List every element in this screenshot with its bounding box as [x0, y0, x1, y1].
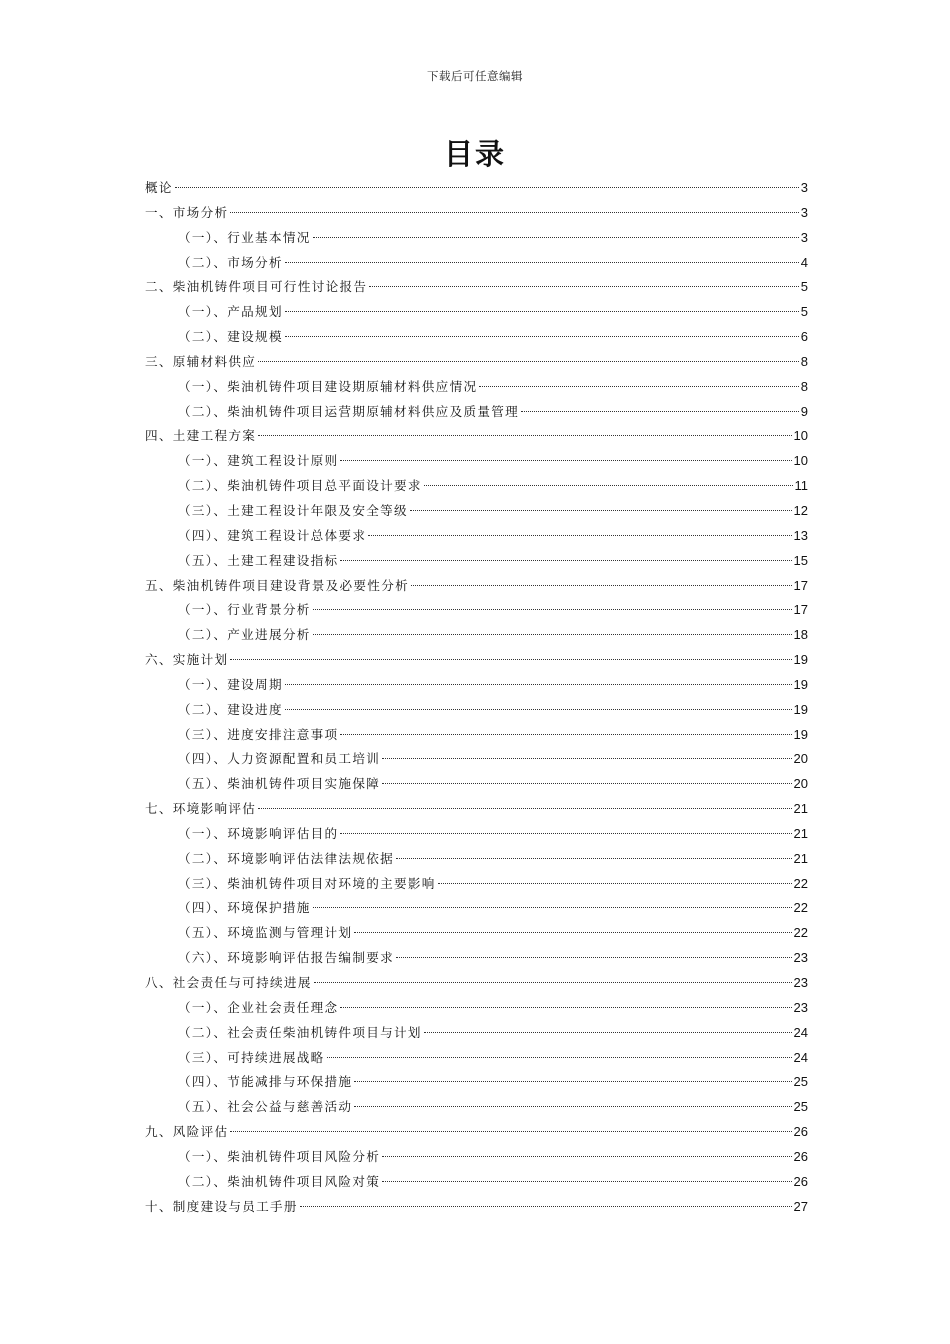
toc-entry[interactable]	[145, 896, 808, 921]
toc-dot-leader	[382, 1156, 791, 1157]
toc-entry[interactable]	[145, 996, 808, 1021]
toc-entry-label: （二）、市场分析	[178, 254, 283, 270]
toc-dot-leader	[285, 262, 799, 263]
toc-dot-leader	[314, 982, 792, 983]
toc-entry-label: （一）、产品规划	[178, 304, 283, 320]
toc-entry[interactable]	[145, 946, 808, 971]
toc-entry-label: （四）、人力资源配置和员工培训	[178, 751, 381, 767]
toc-entry[interactable]	[145, 350, 808, 375]
toc-entry-label: （三）、柴油机铸件项目对环境的主要影响	[178, 875, 436, 891]
toc-entry-page-number: 4	[800, 254, 808, 270]
header-note: 下载后可任意编辑	[427, 69, 523, 83]
toc-entry-label: （三）、土建工程设计年限及安全等级	[178, 502, 408, 518]
toc-entry-label: （二）、柴油机铸件项目运营期原辅材料供应及质量管理	[178, 403, 520, 419]
toc-dot-leader	[340, 1007, 791, 1008]
toc-entry[interactable]	[145, 226, 808, 251]
toc-entry-label: （六）、环境影响评估报告编制要求	[178, 950, 394, 966]
toc-dot-leader	[369, 286, 798, 287]
toc-entry[interactable]	[145, 499, 808, 524]
toc-entry[interactable]	[145, 872, 808, 897]
toc-dot-leader	[340, 734, 791, 735]
toc-entry-label: 七、环境影响评估	[145, 801, 257, 817]
toc-entry-page-number: 17	[793, 602, 808, 618]
toc-entry[interactable]	[145, 1170, 808, 1195]
toc-entry-page-number: 21	[793, 801, 808, 817]
toc-entry-label: （二）、柴油机铸件项目风险对策	[178, 1173, 381, 1189]
toc-entry-page-number: 8	[800, 378, 808, 394]
toc-entry-page-number: 18	[793, 627, 808, 643]
toc-entry-label: （三）、进度安排注意事项	[178, 726, 339, 742]
toc-entry-label: 二、柴油机铸件项目可行性讨论报告	[145, 279, 368, 295]
toc-entry[interactable]	[145, 251, 808, 276]
toc-title: 目录	[443, 137, 506, 171]
toc-dot-leader	[479, 386, 798, 387]
toc-entry-page-number: 3	[800, 229, 808, 245]
toc-entry-label: （一）、行业基本情况	[178, 229, 311, 245]
toc-entry-label: （一）、行业背景分析	[178, 602, 311, 618]
toc-dot-leader	[410, 510, 792, 511]
toc-entry-label: （四）、节能减排与环保措施	[178, 1074, 353, 1090]
toc-entry[interactable]	[145, 275, 808, 300]
toc-entry-page-number: 10	[793, 428, 808, 444]
toc-entry[interactable]	[145, 971, 808, 996]
toc-entry-page-number: 15	[793, 552, 808, 568]
toc-entry-page-number: 17	[793, 577, 808, 593]
toc-entry-page-number: 25	[793, 1074, 808, 1090]
toc-entry[interactable]	[145, 623, 808, 648]
toc-dot-leader	[368, 535, 791, 536]
toc-entry[interactable]	[145, 325, 808, 350]
toc-entry[interactable]	[145, 698, 808, 723]
toc-entry-label: 六、实施计划	[145, 652, 229, 668]
toc-dot-leader	[382, 1181, 791, 1182]
toc-dot-leader	[313, 609, 792, 610]
toc-entry-label: （一）、柴油机铸件项目建设期原辅材料供应情况	[178, 378, 478, 394]
toc-entry-page-number: 11	[794, 478, 808, 494]
toc-entry-page-number: 19	[793, 701, 808, 717]
toc-dot-leader	[230, 659, 791, 660]
toc-entry[interactable]	[145, 474, 808, 499]
toc-entry[interactable]	[145, 574, 808, 599]
toc-entry-page-number: 26	[793, 1173, 808, 1189]
toc-entry-page-number: 20	[793, 776, 808, 792]
toc-entry-label: （三）、可持续进展战略	[178, 1049, 325, 1065]
toc-entry[interactable]	[145, 1145, 808, 1170]
toc-entry-label: 五、柴油机铸件项目建设背景及必要性分析	[145, 577, 409, 593]
toc-entry-label: （四）、建筑工程设计总体要求	[178, 527, 367, 543]
toc-entry-page-number: 12	[793, 502, 808, 518]
toc-entry[interactable]	[145, 424, 808, 449]
toc-dot-leader	[313, 634, 792, 635]
toc-entry[interactable]	[145, 723, 808, 748]
toc-entry-page-number: 5	[800, 304, 808, 320]
toc-dot-leader	[258, 361, 799, 362]
toc-entry[interactable]	[145, 822, 808, 847]
toc-entry-page-number: 6	[800, 329, 808, 345]
toc-entry[interactable]	[145, 797, 808, 822]
toc-entry[interactable]	[145, 176, 808, 201]
toc-dot-leader	[340, 833, 791, 834]
toc-entry-page-number: 9	[800, 403, 808, 419]
toc-entry-page-number: 8	[800, 353, 808, 369]
toc-dot-leader	[382, 758, 791, 759]
toc-dot-leader	[424, 485, 793, 486]
toc-entry[interactable]	[145, 648, 808, 673]
toc-dot-leader	[340, 460, 791, 461]
toc-dot-leader	[258, 435, 791, 436]
toc-entry-label: （一）、建设周期	[178, 676, 283, 692]
toc-entry[interactable]	[145, 673, 808, 698]
toc-entry-label: 四、土建工程方案	[145, 428, 257, 444]
toc-entry-label: （五）、环境监测与管理计划	[178, 925, 353, 941]
toc-entry-label: 三、原辅材料供应	[145, 353, 257, 369]
toc-dot-leader	[175, 187, 799, 188]
toc-entry[interactable]	[145, 549, 808, 574]
toc-dot-leader	[396, 957, 792, 958]
toc-dot-leader	[285, 709, 792, 710]
toc-list	[145, 176, 808, 1219]
toc-dot-leader	[327, 1057, 792, 1058]
toc-entry-label: （一）、柴油机铸件项目风险分析	[178, 1148, 381, 1164]
toc-entry[interactable]	[145, 300, 808, 325]
toc-dot-leader	[313, 237, 799, 238]
toc-entry-label: 九、风险评估	[145, 1124, 229, 1140]
toc-entry-label: （二）、建设规模	[178, 329, 283, 345]
toc-entry[interactable]	[145, 1021, 808, 1046]
toc-dot-leader	[258, 808, 791, 809]
toc-entry[interactable]	[145, 449, 808, 474]
toc-entry-label: （二）、产业进展分析	[178, 627, 311, 643]
toc-entry[interactable]	[145, 375, 808, 400]
toc-dot-leader	[396, 858, 792, 859]
toc-entry-label: （五）、柴油机铸件项目实施保障	[178, 776, 381, 792]
toc-dot-leader	[313, 907, 792, 908]
toc-entry-page-number: 24	[793, 1024, 808, 1040]
toc-entry-page-number: 22	[793, 925, 808, 941]
toc-entry-label: 八、社会责任与可持续进展	[145, 975, 312, 990]
toc-dot-leader	[354, 1081, 791, 1082]
toc-dot-leader	[340, 560, 791, 561]
toc-entry-page-number: 10	[793, 453, 808, 469]
toc-entry-page-number: 3	[800, 180, 808, 195]
toc-entry-page-number: 21	[793, 825, 808, 841]
toc-entry-page-number: 23	[793, 975, 808, 990]
toc-entry[interactable]	[145, 400, 808, 425]
toc-entry-page-number: 13	[793, 527, 808, 543]
toc-entry-label: （五）、社会公益与慈善活动	[178, 1099, 353, 1115]
toc-entry[interactable]	[145, 1070, 808, 1095]
toc-dot-leader	[424, 1032, 792, 1033]
toc-entry-label: 概论	[145, 180, 173, 195]
toc-entry-label: （四）、环境保护措施	[178, 900, 311, 916]
toc-entry-page-number: 25	[793, 1099, 808, 1115]
toc-entry-page-number: 5	[800, 279, 808, 295]
toc-entry-label: 一、市场分析	[145, 204, 229, 220]
toc-entry-label: （一）、企业社会责任理念	[178, 999, 339, 1015]
toc-entry[interactable]	[145, 201, 808, 226]
toc-entry-page-number: 26	[793, 1148, 808, 1164]
toc-entry-label: （二）、柴油机铸件项目总平面设计要求	[178, 478, 422, 494]
toc-entry-label: （二）、社会责任柴油机铸件项目与计划	[178, 1024, 422, 1040]
toc-entry-label: （二）、建设进度	[178, 701, 283, 717]
toc-entry-label: （五）、土建工程建设指标	[178, 552, 339, 568]
toc-entry-page-number: 19	[793, 676, 808, 692]
toc-dot-leader	[285, 311, 799, 312]
toc-entry-page-number: 20	[793, 751, 808, 767]
toc-entry-label: （一）、建筑工程设计原则	[178, 453, 339, 469]
toc-entry-page-number: 3	[800, 204, 808, 220]
toc-dot-leader	[411, 585, 792, 586]
toc-entry-page-number: 22	[793, 900, 808, 916]
toc-entry[interactable]	[145, 598, 808, 623]
toc-dot-leader	[300, 1206, 792, 1207]
toc-entry-label: 十、制度建设与员工手册	[145, 1198, 298, 1214]
toc-dot-leader	[354, 932, 791, 933]
toc-dot-leader	[230, 212, 798, 213]
toc-dot-leader	[354, 1106, 791, 1107]
toc-entry-page-number: 23	[793, 950, 808, 966]
toc-entry[interactable]	[145, 747, 808, 772]
toc-dot-leader	[382, 783, 791, 784]
toc-entry-page-number: 21	[793, 850, 808, 866]
toc-entry[interactable]	[145, 1095, 808, 1120]
toc-entry-page-number: 27	[793, 1198, 808, 1214]
toc-entry-page-number: 19	[793, 652, 808, 668]
toc-dot-leader	[230, 1131, 791, 1132]
toc-dot-leader	[285, 684, 792, 685]
toc-dot-leader	[521, 411, 799, 412]
toc-dot-leader	[285, 336, 799, 337]
toc-dot-leader	[438, 883, 792, 884]
toc-entry-label: （二）、环境影响评估法律法规依据	[178, 850, 394, 866]
toc-entry[interactable]	[145, 921, 808, 946]
toc-entry-page-number: 23	[793, 999, 808, 1015]
toc-entry-page-number: 24	[793, 1049, 808, 1065]
toc-entry-label: （一）、环境影响评估目的	[178, 825, 339, 841]
toc-entry[interactable]	[145, 847, 808, 872]
toc-entry[interactable]	[145, 524, 808, 549]
toc-entry-page-number: 22	[793, 875, 808, 891]
toc-entry-page-number: 19	[793, 726, 808, 742]
toc-entry[interactable]	[145, 772, 808, 797]
toc-entry[interactable]	[145, 1046, 808, 1071]
toc-entry[interactable]	[145, 1195, 808, 1220]
toc-entry-page-number: 26	[793, 1124, 808, 1140]
toc-entry[interactable]	[145, 1120, 808, 1145]
